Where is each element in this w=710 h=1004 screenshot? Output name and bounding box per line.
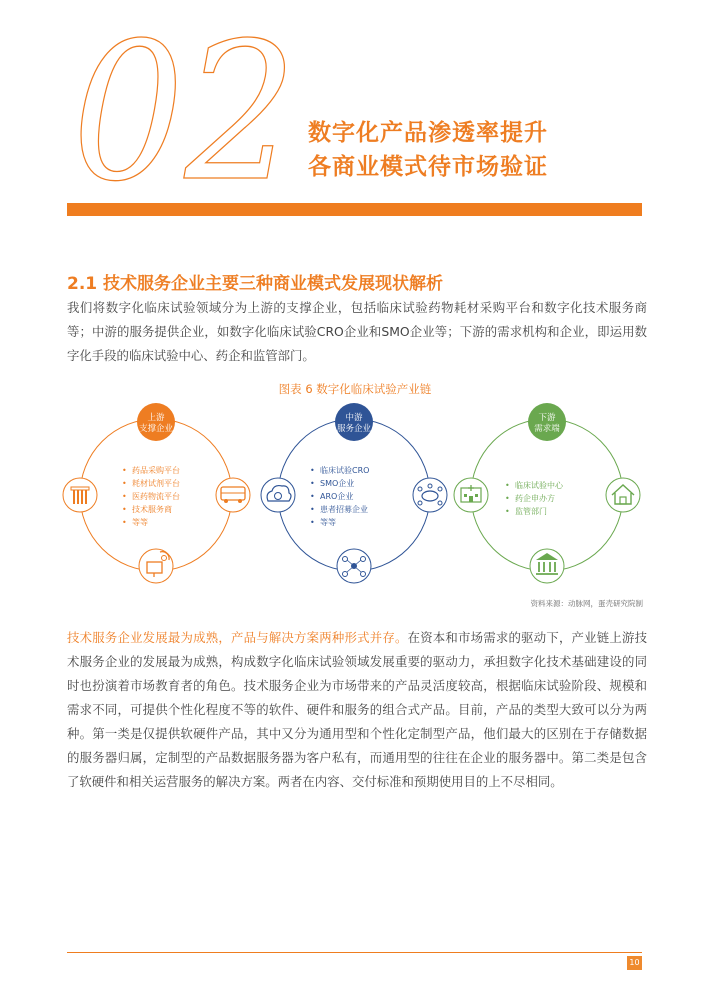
paragraph-2 [67, 626, 647, 794]
midstream-label-line2: 服务企业 [336, 424, 372, 434]
test-tubes-icon [63, 478, 97, 512]
svg-text:•: • [122, 492, 127, 501]
svg-text:•: • [505, 481, 510, 490]
svg-text:•: • [310, 466, 315, 475]
paragraph-2-body: 在资本和市场需求的驱动下，产业链上游技术服务企业的发展最为成熟，构成数字化临床试验领域发展重要的驱动力，承担数字化技术基础建设的同时也扮演着市场教育者的角色。技术服务企业为市场带来的产品灵活度较高，根据临床试验阶段、规模和需求不同，可提供个性化程度不等的软件、硬件和服务的组合式产品。目前，产品的类型大致可以分为两种。第一类是仅提供软硬件产品，其中又分为通用型和个性化定制型产品，他们最大的区别在于存储数据的服务器归属，定制型的产品数据服务器为客户私有，而通用型的往往在企业的服务器中。第二类是包含了软硬件和相关运营服务的解决方案。两者在内容、交付标准和预期使用目的上不尽相同。 [67, 630, 648, 789]
downstream-label-line2: 需求端 [534, 424, 560, 434]
svg-text:•: • [122, 505, 127, 514]
list-item: 药品采购平台 [132, 466, 180, 475]
figure-source-note: 资料来源：动脉网，蛋壳研究院制 [530, 599, 643, 608]
chapter-number: 02 [72, 18, 297, 198]
chapter-title-line1: 数字化产品渗透率提升 [308, 120, 548, 146]
list-item: 等等 [320, 518, 336, 527]
chapter-number-graphic [72, 18, 302, 198]
list-item: 临床试验中心 [515, 481, 563, 490]
chapter-divider-bar [67, 203, 642, 216]
meeting-table-icon [413, 478, 447, 512]
svg-text:•: • [122, 466, 127, 475]
downstream-group [454, 403, 640, 583]
midstream-group [261, 403, 447, 583]
network-people-icon [337, 549, 371, 583]
svg-text:•: • [310, 518, 315, 527]
list-item: ARO企业 [320, 492, 354, 501]
list-item: 药企申办方 [515, 494, 555, 503]
svg-text:•: • [310, 479, 315, 488]
industry-chain-diagram [60, 400, 660, 590]
paragraph-1: 我们将数字化临床试验领域分为上游的支撑企业，包括临床试验药物耗材采购平台和数字化技术服务商等；中游的服务提供企业，如数字化临床试验CRO企业和SMO企业等；下游的需求机构和企业，即运用数字化手段的临床试验中心、药企和监管部门。 [67, 300, 647, 363]
government-building-icon [530, 549, 564, 583]
svg-text:•: • [122, 479, 127, 488]
midstream-label-line1: 中游 [345, 413, 363, 423]
svg-text:•: • [505, 494, 510, 503]
downstream-label-line1: 下游 [538, 413, 556, 423]
svg-text:•: • [310, 492, 315, 501]
bus-icon [216, 478, 250, 512]
footer-divider [67, 952, 642, 953]
list-item: SMO企业 [320, 479, 355, 488]
figure-title: 图表 6 数字化临床试验产业链 [278, 382, 432, 396]
list-item: 监管部门 [515, 507, 547, 516]
midstream-ring [278, 419, 430, 571]
list-item: 等等 [132, 518, 148, 527]
upstream-group [63, 403, 250, 583]
midstream-items [310, 465, 369, 527]
upstream-items [122, 465, 180, 527]
list-item: 医药物流平台 [132, 492, 180, 501]
page-number: 10 [627, 956, 642, 970]
house-icon [606, 478, 640, 512]
paragraph-2-lead: 技术服务企业发展最为成熟，产品与解决方案两种形式并存。 [67, 630, 408, 645]
svg-text:•: • [310, 505, 315, 514]
chapter-title [308, 116, 548, 184]
hospital-icon [454, 478, 488, 512]
upstream-label-line2: 支撑企业 [138, 424, 174, 434]
chapter-title-line2: 各商业模式待市场验证 [308, 154, 548, 180]
svg-text:•: • [122, 518, 127, 527]
list-item: 耗材试剂平台 [132, 479, 180, 488]
upstream-label-line1: 上游 [147, 413, 165, 423]
cloud-sync-icon [261, 478, 295, 512]
svg-text:•: • [505, 507, 510, 516]
downstream-items [505, 480, 564, 516]
list-item: 临床试验CRO [320, 466, 370, 475]
section-heading: 2.1 技术服务企业主要三种商业模式发展现状解析 [67, 274, 444, 294]
list-item: 患者招募企业 [320, 505, 368, 514]
computer-sync-icon [139, 549, 173, 583]
list-item: 技术服务商 [132, 505, 172, 514]
